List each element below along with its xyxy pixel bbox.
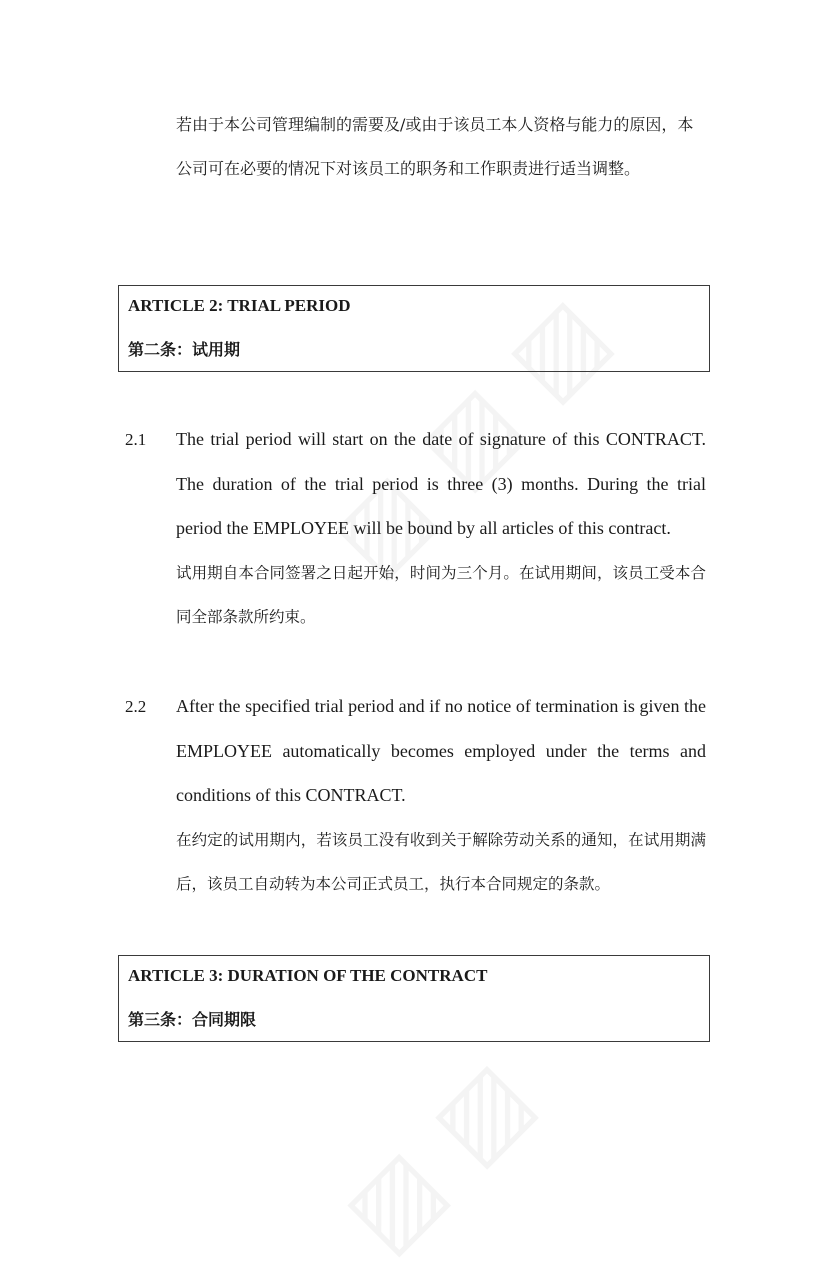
clause-text-chinese: 在约定的试用期内，若该员工没有收到关于解除劳动关系的通知，在试用期满后，该员工自动转为本公司正式员工，执行本合同规定的条款。 [176, 831, 706, 894]
watermark [322, 1040, 553, 1271]
clause-text-english: After the specified trial period and if no notice of termination is given the EMPLOYEE automatically becomes employed under the terms and conditions of this CONTRACT. [176, 696, 706, 806]
article-2-heading-box [118, 285, 710, 372]
article-3-heading-box [118, 955, 710, 1042]
clause-text-english: The trial period will start on the date of signature of this CONTRACT. The duration of the trial period is three (3) months. During the trial period the EMPLOYEE will be bound by all articles of this contract. [176, 429, 706, 539]
clause-text-chinese: 试用期自本合同签署之日起开始，时间为三个月。在试用期间，该员工受本合同全部条款所约束。 [176, 564, 706, 627]
article-3-title: ARTICLE 3: DURATION OF THE CONTRACT [128, 966, 488, 985]
article-3-subtitle: 第三条：合同期限 [128, 1010, 257, 1029]
clause-body [176, 684, 706, 906]
clause-number: 2.2 [125, 697, 147, 716]
clause-number: 2.1 [125, 430, 147, 449]
clause-body [176, 417, 706, 639]
article-2-subtitle: 第二条：试用期 [128, 340, 241, 359]
article-2-title: ARTICLE 2: TRIAL PERIOD [128, 296, 351, 315]
intro-paragraph: 若由于本公司管理编制的需要及/或由于该员工本人资格与能力的原因，本公司可在必要的情况下对该员工的职务和工作职责进行适当调整。 [176, 115, 694, 178]
